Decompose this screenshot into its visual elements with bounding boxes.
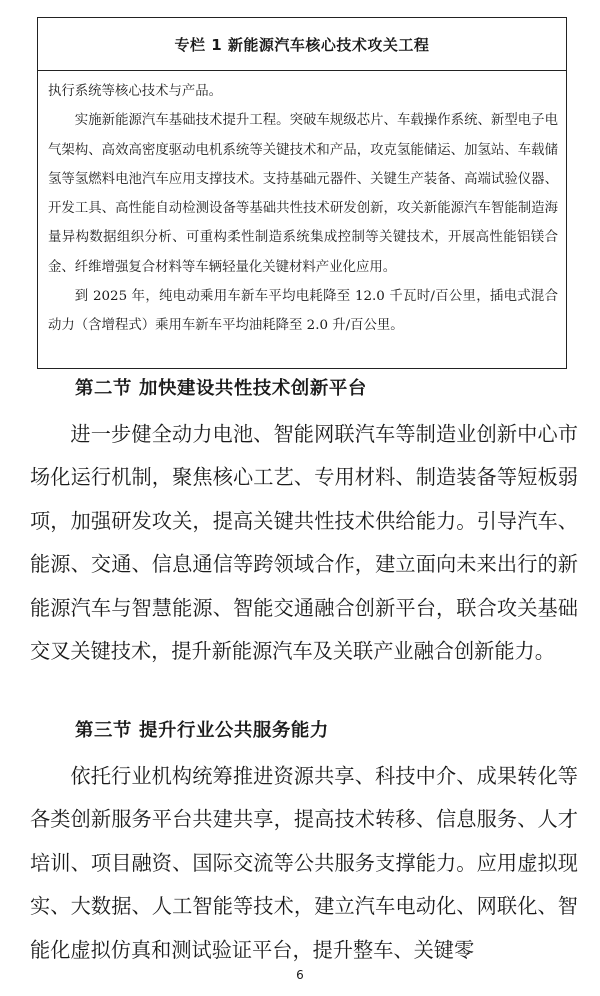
page-number: 6 bbox=[296, 968, 304, 982]
section-2-title: 第二节 加快建设共性技术创新平台 bbox=[75, 378, 367, 399]
column-paragraph-3: 到 2025 年，纯电动乘用车新车平均电耗降至 12.0 千瓦时/百公里，插电式混合动力（含增程式）乘用车新车平均油耗降至 2.0 升/百公里。 bbox=[48, 289, 558, 334]
column-paragraph-2: 实施新能源汽车基础技术提升工程。突破车规级芯片、车载操作系统、新型电子电气架构、高效高密度驱动电机系统等关键技术和产品，攻克氢能储运、加氢站、车载储氢等氢燃料电池汽车应用支撑技术。支持基础元器件、关键生产装备、高端试验仪器、开发工具、高性能自动检测设备等基础共性技术研发创新，攻关新能源汽车智能制造海量异构数据组织分析、可重构柔性制造系统集成控制等关键技术，开展高性能铝镁合金、纤维增强复合材料等车辆轻量化关键材料产业化应用。 bbox=[48, 113, 558, 275]
column-title: 专栏 1 新能源汽车核心技术攻关工程 bbox=[38, 18, 566, 71]
section-3-title: 第三节 提升行业公共服务能力 bbox=[75, 720, 329, 741]
column-paragraph-1: 执行系统等核心技术与产品。 bbox=[48, 84, 223, 99]
section-2-body: 进一步健全动力电池、智能网联汽车等制造业创新中心市场化运行机制，聚焦核心工艺、专用材料、制造装备等短板弱项，加强研发攻关，提高关键共性技术供给能力。引导汽车、能源、交通、信息通信等跨领域合作，建立面向未来出行的新能源汽车与智慧能源、智能交通融合创新平台，联合攻关基础交叉关键技术，提升新能源汽车及关联产业融合创新能力。 bbox=[30, 422, 578, 664]
section-3-body: 依托行业机构统筹推进资源共享、科技中介、成果转化等各类创新服务平台共建共享，提高技术转移、信息服务、人才培训、项目融资、国际交流等公共服务支撑能力。应用虚拟现实、大数据、人工智能等技术，建立汽车电动化、网联化、智能化虚拟仿真和测试验证平台，提升整车、关键零 bbox=[30, 764, 578, 962]
column-box bbox=[37, 17, 567, 369]
column-body bbox=[38, 71, 566, 341]
